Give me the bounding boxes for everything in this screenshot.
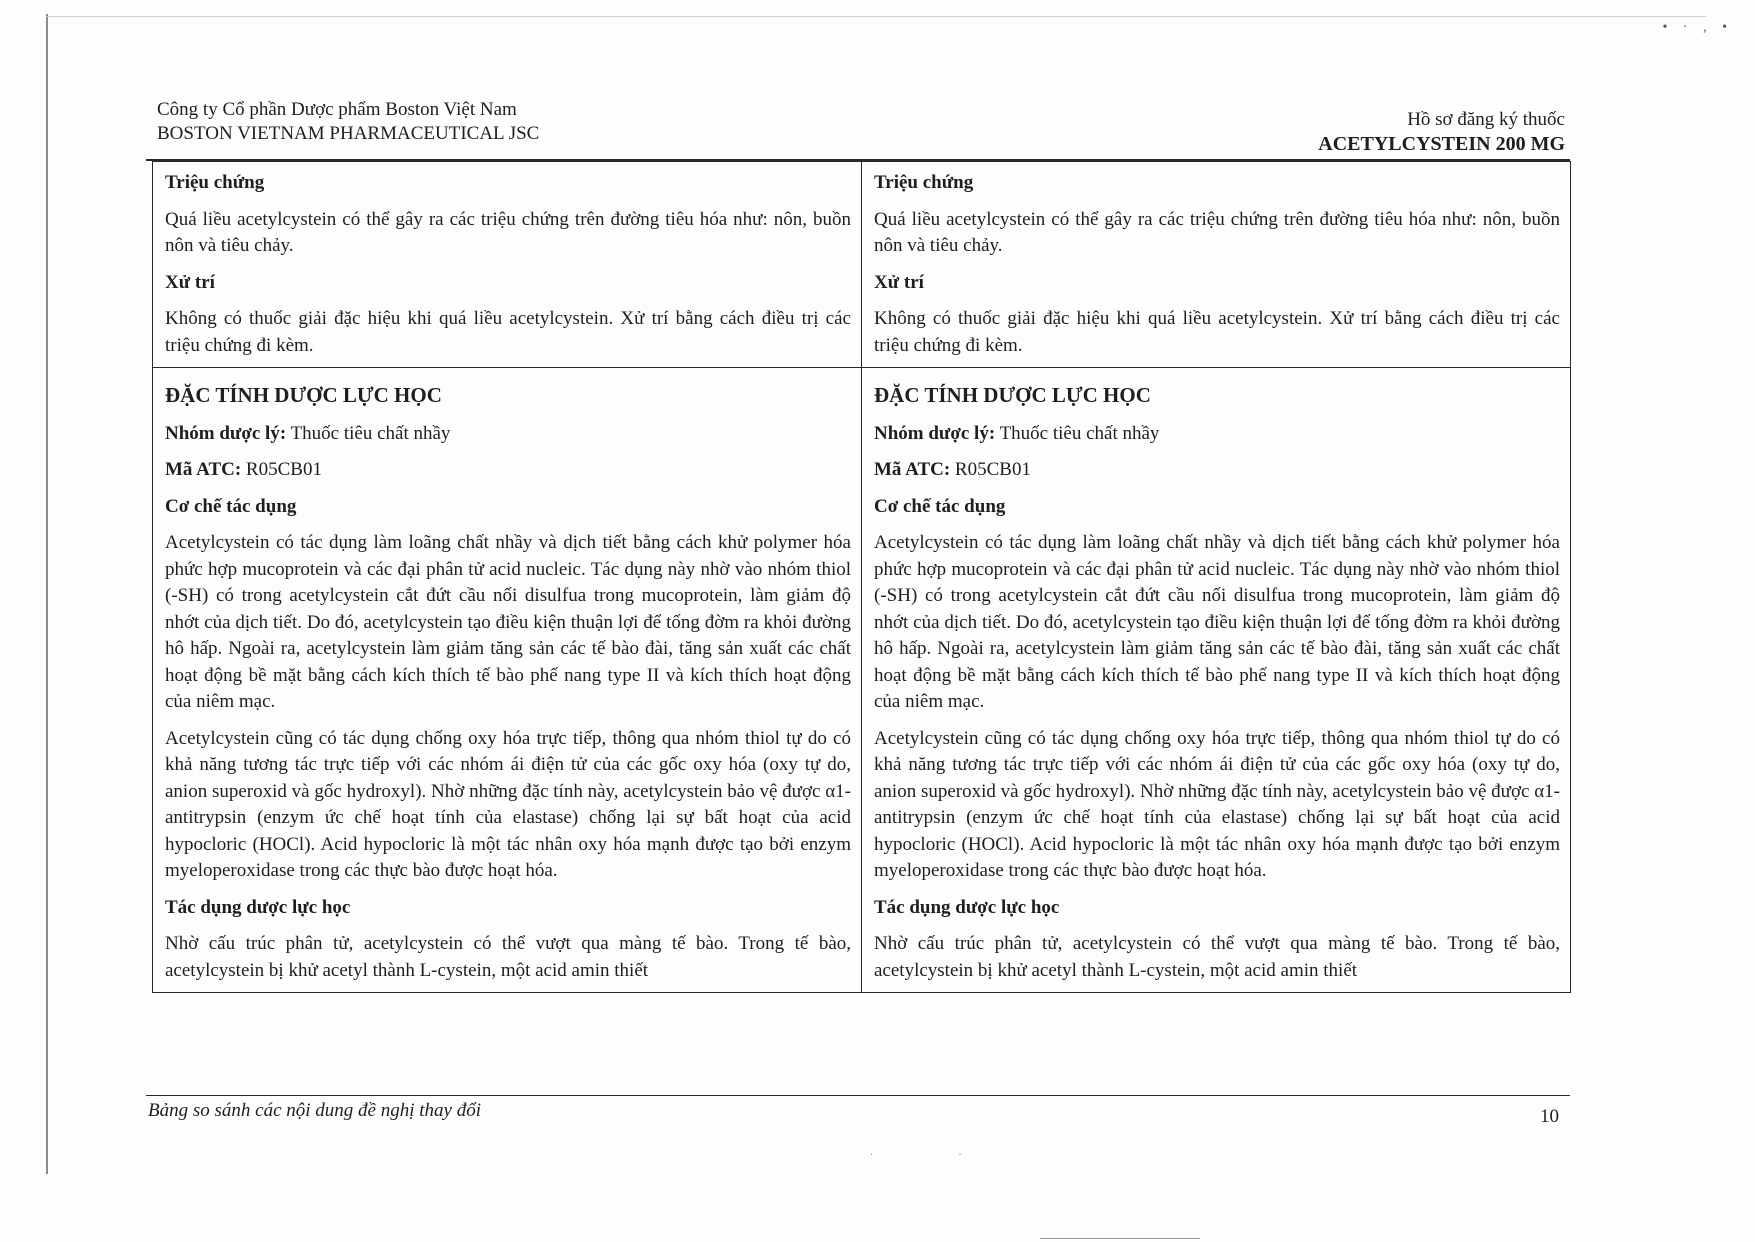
scan-speck-marks: • · , • bbox=[1662, 20, 1733, 35]
scan-top-edge bbox=[46, 16, 1706, 17]
symptoms-title: Triệu chứng bbox=[874, 172, 974, 193]
atc-value: R05CB01 bbox=[241, 459, 322, 480]
page-number: 10 bbox=[1540, 1106, 1559, 1127]
company-block bbox=[157, 98, 539, 146]
pharmacologic-group bbox=[874, 421, 1560, 448]
table-row-pharmacodynamics bbox=[153, 368, 1571, 993]
symptoms-title: Triệu chứng bbox=[165, 172, 265, 193]
atc-label: Mã ATC: bbox=[874, 459, 951, 480]
table-row-overdose bbox=[153, 162, 1571, 368]
cell-right-overdose bbox=[862, 162, 1571, 368]
company-name-vn: Công ty Cổ phần Dược phẩm Boston Việt Nam bbox=[157, 99, 517, 120]
company-name-en: BOSTON VIETNAM PHARMACEUTICAL JSC bbox=[157, 123, 540, 144]
treatment-text: Không có thuốc giải đặc hiệu khi quá liều acetylcystein. Xử trí bằng cách điều trị các triệu chứng đi kèm. bbox=[874, 308, 1560, 356]
cell-left-overdose bbox=[153, 162, 862, 368]
comparison-table bbox=[152, 161, 1571, 993]
section-title: ĐẶC TÍNH DƯỢC LỰC HỌC bbox=[874, 383, 1151, 407]
page-header bbox=[157, 98, 1565, 158]
cell-right-pharmacodynamics bbox=[862, 368, 1571, 993]
group-value: Thuốc tiêu chất nhầy bbox=[286, 422, 451, 444]
section-title: ĐẶC TÍNH DƯỢC LỰC HỌC bbox=[165, 383, 442, 407]
mechanism-title: Cơ chế tác dụng bbox=[165, 495, 297, 517]
pharmacologic-group bbox=[165, 421, 851, 448]
cell-left-pharmacodynamics bbox=[153, 368, 862, 993]
treatment-title: Xử trí bbox=[165, 271, 215, 293]
pharmacodynamics-title: Tác dụng dược lực học bbox=[165, 896, 351, 918]
atc-value: R05CB01 bbox=[950, 459, 1031, 480]
mechanism-paragraph-2: Acetylcystein cũng có tác dụng chống oxy hóa trực tiếp, thông qua nhóm thiol tự do có khả năng tương tác trực tiếp với các nhóm ái điện tử của các gốc oxy hóa (oxy tự do, anion superoxid và gốc hydroxyl). Nhờ những đặc tính này, acetylcystein bảo vệ được α1-antitrypsin (enzym ức chế hoạt tính của elastase) chống lại sự bất hoạt của acid hypocloric (HOCl). Acid hypocloric là một tác nhân oxy hóa mạnh được tạo bởi enzym myeloperoxidase trong các thực bào được hoạt hóa. bbox=[165, 727, 851, 881]
treatment-title: Xử trí bbox=[874, 271, 924, 293]
product-name: ACETYLCYSTEIN 200 MG bbox=[1318, 133, 1565, 155]
footer-divider bbox=[146, 1095, 1570, 1096]
mechanism-title: Cơ chế tác dụng bbox=[874, 495, 1006, 517]
mechanism-paragraph-1: Acetylcystein có tác dụng làm loãng chất nhầy và dịch tiết bằng cách khử polymer hóa phức hợp mucoprotein và các đại phân tử acid nucleic. Tác dụng này nhờ vào nhóm thiol (-SH) có trong acetylcystein cắt đứt cầu nối disulfua trong mucoprotein, làm giảm độ nhớt của dịch tiết. Do đó, acetylcystein tạo điều kiện thuận lợi để tống đờm ra khỏi đường hô hấp. Ngoài ra, acetylcystein làm giảm tăng sản các tế bào đài, tăng sản xuất các chất hoạt động bề mặt bằng cách kích thích tế bào phế nang type II và kích thích hoạt động của niêm mạc. bbox=[165, 532, 851, 712]
atc-label: Mã ATC: bbox=[165, 459, 242, 480]
dossier-title: Hồ sơ đăng ký thuốc bbox=[1407, 109, 1565, 130]
atc-code bbox=[165, 457, 851, 484]
scan-bottom-edge bbox=[1040, 1238, 1200, 1239]
group-value: Thuốc tiêu chất nhầy bbox=[995, 422, 1160, 444]
mechanism-paragraph-1: Acetylcystein có tác dụng làm loãng chất nhầy và dịch tiết bằng cách khử polymer hóa phức hợp mucoprotein và các đại phân tử acid nucleic. Tác dụng này nhờ vào nhóm thiol (-SH) có trong acetylcystein cắt đứt cầu nối disulfua trong mucoprotein, làm giảm độ nhớt của dịch tiết. Do đó, acetylcystein tạo điều kiện thuận lợi để tống đờm ra khỏi đường hô hấp. Ngoài ra, acetylcystein làm giảm tăng sản các tế bào đài, tăng sản xuất các chất hoạt động bề mặt bằng cách kích thích tế bào phế nang type II và kích thích hoạt động của niêm mạc. bbox=[874, 532, 1560, 712]
pharmacodynamics-text: Nhờ cấu trúc phân tử, acetylcystein có thể vượt qua màng tế bào. Trong tế bào, acetylcystein bị khử acetyl thành L-cystein, một acid amin thiết bbox=[165, 933, 851, 981]
symptoms-text: Quá liều acetylcystein có thể gây ra các triệu chứng trên đường tiêu hóa như: nôn, buồn nôn và tiêu chảy. bbox=[874, 208, 1560, 256]
scan-speck-marks-bottom: · · bbox=[870, 1150, 962, 1161]
symptoms-text: Quá liều acetylcystein có thể gây ra các triệu chứng trên đường tiêu hóa như: nôn, buồn nôn và tiêu chảy. bbox=[165, 208, 851, 256]
scan-left-edge bbox=[46, 14, 48, 1174]
footer-caption: Bảng so sánh các nội dung đề nghị thay đổi bbox=[148, 1100, 481, 1121]
group-label: Nhóm dược lý: bbox=[874, 422, 996, 444]
atc-code bbox=[874, 457, 1560, 484]
pharmacodynamics-text: Nhờ cấu trúc phân tử, acetylcystein có thể vượt qua màng tế bào. Trong tế bào, acetylcystein bị khử acetyl thành L-cystein, một acid amin thiết bbox=[874, 933, 1560, 981]
mechanism-paragraph-2: Acetylcystein cũng có tác dụng chống oxy hóa trực tiếp, thông qua nhóm thiol tự do có khả năng tương tác trực tiếp với các nhóm ái điện tử của các gốc oxy hóa (oxy tự do, anion superoxid và gốc hydroxyl). Nhờ những đặc tính này, acetylcystein bảo vệ được α1-antitrypsin (enzym ức chế hoạt tính của elastase) chống lại sự bất hoạt của acid hypocloric (HOCl). Acid hypocloric là một tác nhân oxy hóa mạnh được tạo bởi enzym myeloperoxidase trong các thực bào được hoạt hóa. bbox=[874, 727, 1560, 881]
pharmacodynamics-title: Tác dụng dược lực học bbox=[874, 896, 1060, 918]
group-label: Nhóm dược lý: bbox=[165, 422, 287, 444]
dossier-block bbox=[1318, 108, 1565, 156]
treatment-text: Không có thuốc giải đặc hiệu khi quá liều acetylcystein. Xử trí bằng cách điều trị các triệu chứng đi kèm. bbox=[165, 308, 851, 356]
